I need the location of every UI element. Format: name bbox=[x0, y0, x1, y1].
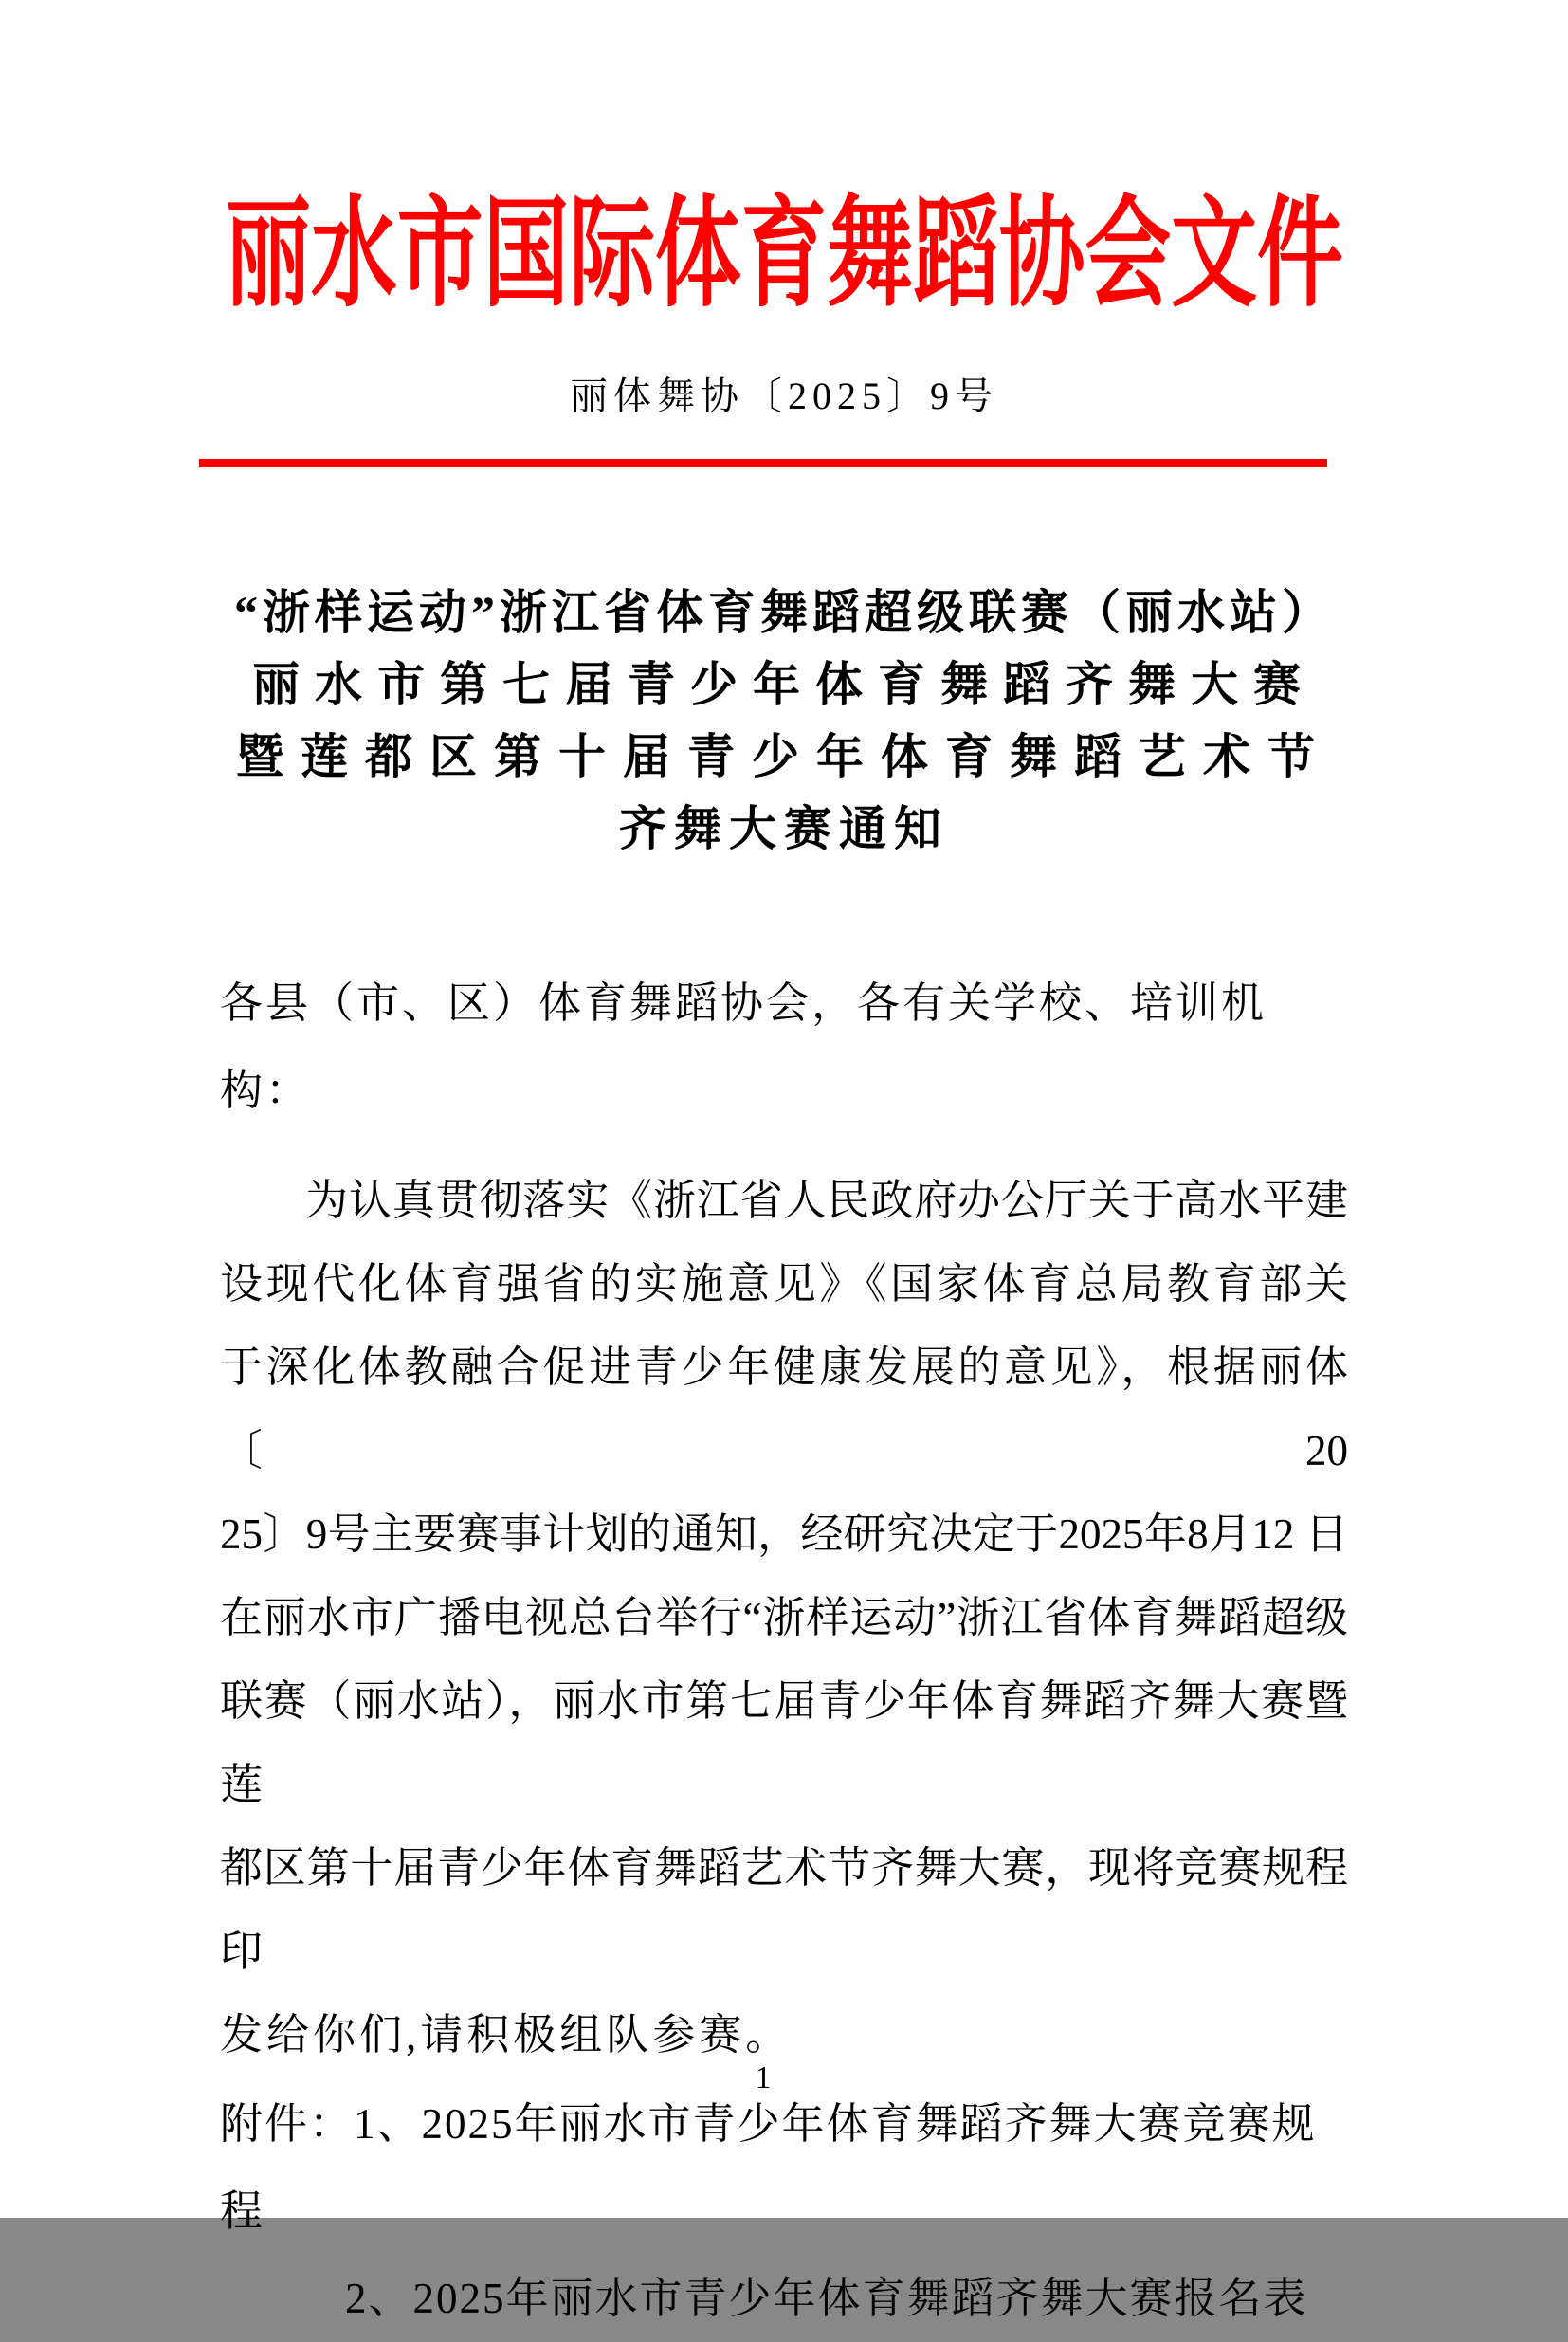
paragraph-line: 都区第十届青少年体育舞蹈艺术节齐舞大赛，现将竞赛规程印 bbox=[220, 1844, 1348, 1975]
title-line-1: “浙样运动”浙江省体育舞蹈超级联赛（丽水站） bbox=[234, 586, 1334, 639]
document-number: 丽体舞协〔2025〕9号 bbox=[570, 375, 998, 417]
main-paragraph bbox=[220, 1159, 1348, 2077]
attachments-list bbox=[220, 2080, 1348, 2342]
paragraph-line: 设现代化体育强省的实施意见》《国家体育总局教育部关 bbox=[220, 1260, 1348, 1308]
paragraph-line: 于深化体教融合促进青少年健康发展的意见》，根据丽体〔20 bbox=[220, 1344, 1348, 1474]
paragraph-line: 在丽水市广播电视总台举行“浙样运动”浙江省体育舞蹈超级 bbox=[220, 1594, 1348, 1641]
document-title bbox=[220, 576, 1348, 865]
title-line-2: 丽水市第七届青少年体育舞蹈齐舞大赛 bbox=[252, 658, 1316, 711]
paragraph-line: 联赛（丽水站），丽水市第七届青少年体育舞蹈齐舞大赛暨莲 bbox=[220, 1677, 1348, 1808]
letterhead-title: 丽水市国际体育舞蹈协会文件 bbox=[225, 190, 1343, 321]
attachment-line-2: 2、2025年丽水市青少年体育舞蹈齐舞大赛报名表 bbox=[345, 2275, 1308, 2322]
attachment-line-1: 附件：1、2025年丽水市青少年体育舞蹈齐舞大赛竞赛规程 bbox=[220, 2100, 1317, 2235]
title-line-4: 齐舞大赛通知 bbox=[619, 802, 949, 855]
page-number: 1 bbox=[755, 2060, 772, 2095]
red-divider-line bbox=[199, 459, 1327, 467]
salutation-line: 各县（市、区）体育舞蹈协会，各有关学校、培训机构： bbox=[220, 979, 1267, 1114]
paragraph-line: 为认真贯彻落实《浙江省人民政府办公厅关于高水平建 bbox=[305, 1177, 1348, 1224]
paragraph-line: 25〕9号主要赛事计划的通知，经研究决定于2025年8月12 日 bbox=[220, 1510, 1348, 1558]
paragraph-line: 发给你们,请积极组队参赛。 bbox=[220, 2011, 793, 2058]
document-body bbox=[220, 960, 1348, 2342]
title-line-3: 暨莲都区第十届青少年体育舞蹈艺术节 bbox=[236, 730, 1332, 783]
